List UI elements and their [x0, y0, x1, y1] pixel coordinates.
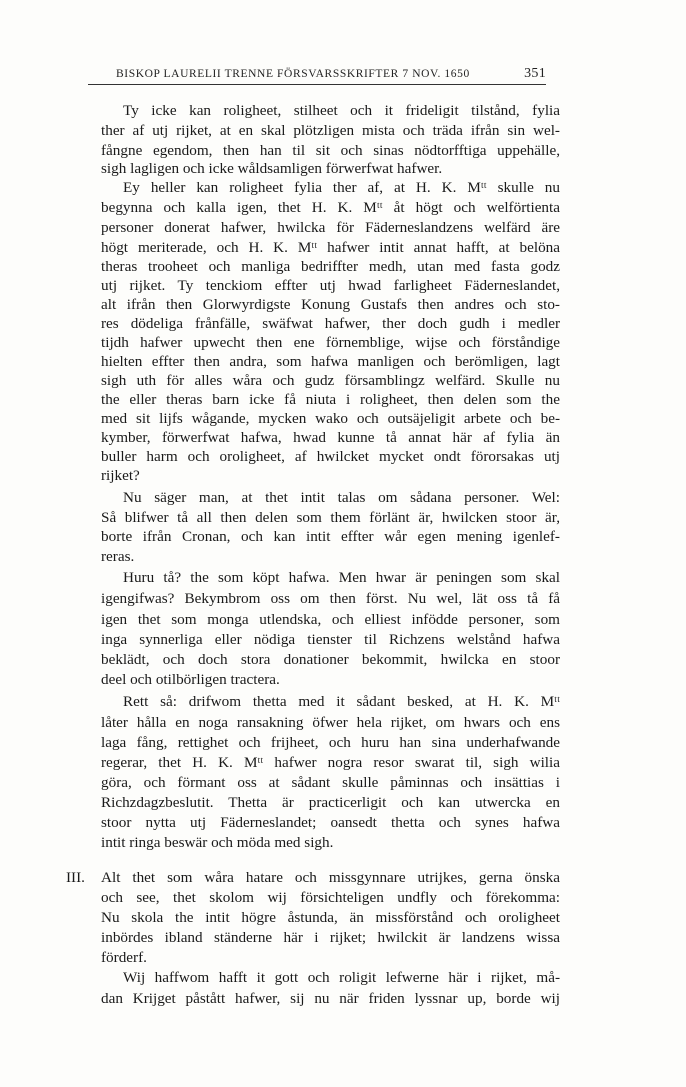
text-line: regerar, thet H. K. Mᵗᵗ hafwer nogra resor swarat til, sigh wilia	[101, 754, 560, 771]
text-line: reras.	[101, 548, 135, 565]
text-line: dan Krijget påstått hafwer, sij nu när friden lyssnar up, borde wij	[101, 990, 560, 1007]
text-line: personer donerat hafwer, hwilcka för Fäderneslandzens welfärd äre	[101, 219, 560, 236]
text-line: res dödeliga frånfälle, swäfwat hafwer, ther doch gudh i medler	[101, 315, 560, 332]
text-line: Nu säger man, at thet intit talas om sådana personer. Wel:	[123, 489, 560, 506]
text-line: intit ringa beswär och möda med sigh.	[101, 834, 334, 851]
text-line: kymber, förwerfwat hafwa, hwad kunne tå annat här af fylia än	[101, 429, 560, 446]
text-line: igen thet som monga utlendska, och elliest infödde personer, som	[101, 611, 560, 628]
text-line: inbördes ibland ständerne här i rijket; hwilckit är landzens wissa	[101, 929, 560, 946]
text-line: igengifwas? Bekymbrom oss om then först. Nu wel, lät oss tå få	[101, 590, 560, 607]
text-line: utj rijket. Ty tenckiom effter utj hwad farligheet Fäderneslandet,	[101, 277, 560, 294]
text-line: ther af utj rijket, at en skal plötzligen mista och träda ifrån sin wel-	[101, 122, 560, 139]
page-number: 351	[524, 66, 546, 81]
text-line: Ey heller kan roligheet fylia ther af, at H. K. Mᵗᵗ skulle nu	[123, 179, 560, 196]
text-line: buller harm och oroligheet, af hwilcket mycket ondt förorsakas utj	[101, 448, 560, 465]
header-rule	[88, 84, 546, 85]
text-line: tijdh hafwer upwecht then ene förnemblige, wijse och förståndige	[101, 334, 560, 351]
text-line: sigh uth för alles wåra och gudz församblingz welfärd. Skulle nu	[101, 372, 560, 389]
text-line: deel och otilbörligen tractera.	[101, 671, 280, 688]
text-line: låter hålla en noga ransakning öfwer hela rijket, om hwars och ens	[101, 714, 560, 731]
text-line: inga synnerliga eller nödiga tienster til Richzens welstånd hafwa	[101, 631, 560, 648]
text-line: sigh lagligen och icke wåldsamligen förwerfwat hafwer.	[101, 160, 443, 177]
text-line: med sit lijfs wågande, mycken wako och outsäjeligit arbete och be-	[101, 410, 560, 427]
text-line: the eller theras barn icke få niuta i roligheet, then delen som the	[101, 391, 560, 408]
text-line: Rett så: drifwom thetta med it sådant besked, at H. K. Mᵗᵗ	[123, 693, 560, 710]
text-line: Wij haffwom hafft it gott och roligit lefwerne här i rijket, må-	[123, 969, 560, 986]
text-line: Ty icke kan roligheet, stilheet och it frideligit tilstånd, fylia	[123, 102, 560, 119]
text-line: och see, thet skolom wij försichteligen undfly och förekomma:	[101, 889, 560, 906]
text-line: begynna och kalla igen, thet H. K. Mᵗᵗ åt högt och welförtienta	[101, 199, 560, 216]
text-line: rijket?	[101, 467, 140, 484]
running-header	[88, 66, 546, 84]
text-line: hielten effter then andra, som hafwa manligen och berömligen, lagt	[101, 353, 560, 370]
text-line: stoor nytta utj Fäderneslandet; oansedt thetta och synes hafwa	[101, 814, 560, 831]
text-line: Huru tå? the som köpt hafwa. Men hwar är peningen som skal	[123, 569, 560, 586]
text-line: Nu skola the intit högre åstunda, än missförstånd och oroligheet	[101, 909, 560, 926]
text-line: laga fång, rettighet och frijheet, och huru han sina underhafwande	[101, 734, 560, 751]
text-line: borte ifrån Cronan, och kan intit effter wår egen mening igenlef-	[101, 528, 560, 545]
text-line: Alt thet som wåra hatare och missgynnare utrijkes, gerna önska	[101, 869, 560, 886]
text-line: fångne egendom, then han til sit och sinas nödtorfftiga uppehälle,	[101, 142, 560, 159]
text-line: göra, och förmant oss at sådant skulle påminnas och insättias i	[101, 774, 560, 791]
text-line: förderf.	[101, 949, 147, 966]
text-line: Så blifwer tå all then delen som them förlänt är, hwilcken stoor är,	[101, 509, 560, 526]
text-line: Richzdagzbeslutit. Thetta är practicerligit och kan utwercka en	[101, 794, 560, 811]
text-line: alt ifrån then Glorwyrdigste Konung Gustafs then andres och sto-	[101, 296, 560, 313]
text-line: beklädt, och doch stora donationer bekommit, hwilcka en stoor	[101, 651, 560, 668]
text-line: högt meriterade, och H. K. Mᵗᵗ hafwer intit annat hafft, at belöna	[101, 239, 560, 256]
running-title: BISKOP LAURELII TRENNE FÖRSVARSSKRIFTER 7 NOV. 1650	[116, 68, 470, 80]
section-number: III.	[66, 869, 85, 886]
text-line: theras trooheet och manliga bedriffter medh, utan med fasta godz	[101, 258, 560, 275]
